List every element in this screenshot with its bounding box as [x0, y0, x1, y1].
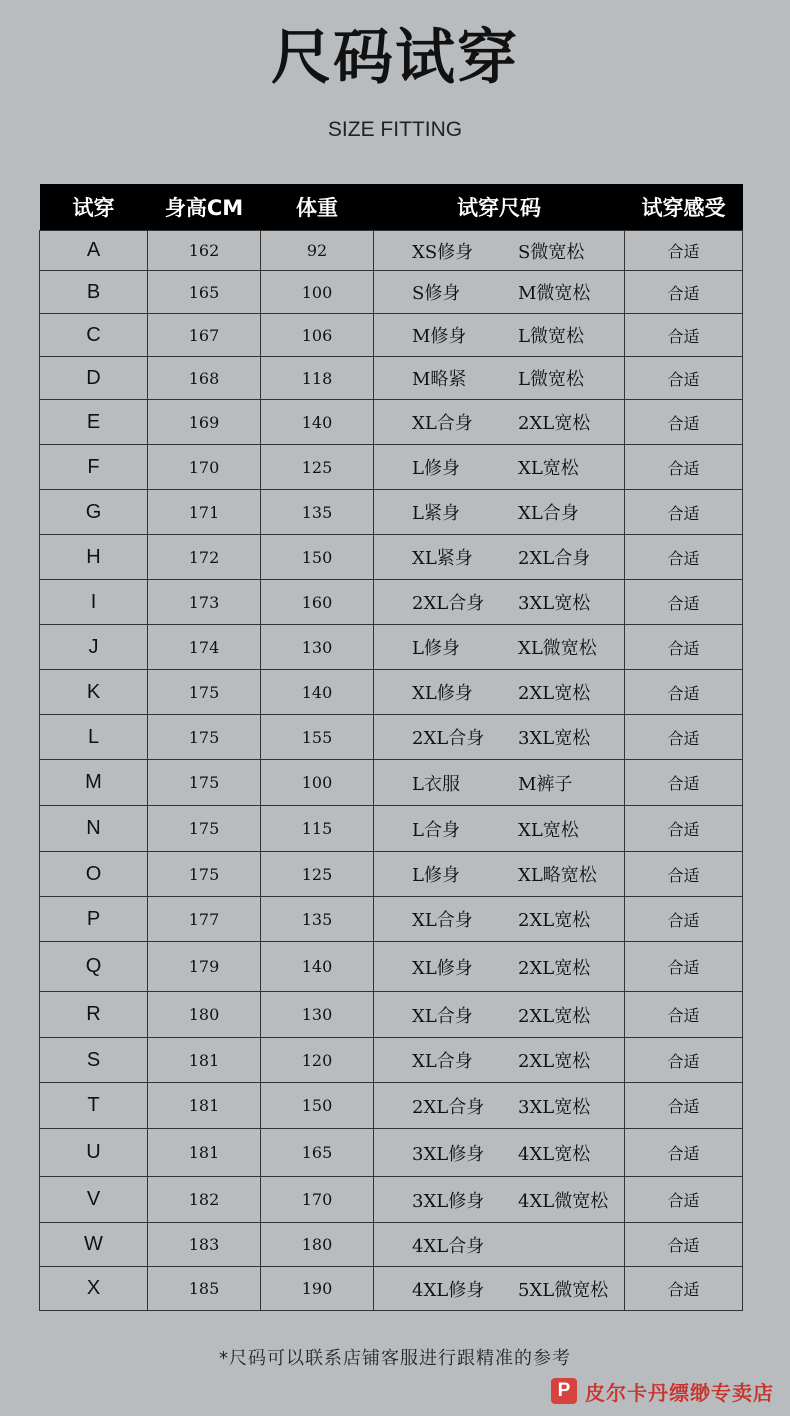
row-code: X: [40, 1267, 148, 1311]
row-height: 175: [148, 760, 261, 806]
size-alternate: L微宽松: [518, 326, 584, 347]
header-feel: 试穿感受: [625, 184, 743, 231]
row-weight: 115: [261, 806, 374, 852]
size-primary: 2XL合身: [412, 593, 485, 614]
row-code: K: [40, 670, 148, 715]
row-code: F: [40, 445, 148, 490]
size-primary: M略紧: [412, 369, 467, 390]
size-alternate: XL宽松: [518, 458, 579, 479]
table-header-row: [40, 184, 743, 231]
row-feel: 合适: [625, 625, 743, 670]
row-feel: 合适: [625, 1177, 743, 1223]
row-size: [374, 625, 625, 670]
row-code: R: [40, 992, 148, 1038]
row-height: 175: [148, 715, 261, 760]
table-row: [40, 992, 743, 1038]
row-weight: 170: [261, 1177, 374, 1223]
size-primary: XL修身: [412, 683, 473, 704]
header-weight: 体重: [261, 184, 374, 231]
row-feel: 合适: [625, 942, 743, 992]
row-feel: 合适: [625, 535, 743, 580]
row-size: [374, 445, 625, 490]
size-alternate: M裤子: [518, 773, 573, 795]
table-row: [40, 715, 743, 760]
row-size: [374, 806, 625, 852]
table-row: [40, 852, 743, 897]
row-weight: 190: [261, 1267, 374, 1311]
row-feel: 合适: [625, 1267, 743, 1311]
row-height: 174: [148, 625, 261, 670]
brand-name: 皮尔卡丹缥缈专卖店: [585, 1380, 774, 1405]
size-primary: XL合身: [412, 1051, 473, 1072]
row-code: P: [40, 897, 148, 942]
table-row: [40, 231, 743, 271]
row-weight: 135: [261, 490, 374, 535]
row-size: [374, 271, 625, 314]
size-alternate: 2XL宽松: [518, 683, 591, 704]
row-weight: 120: [261, 1038, 374, 1083]
size-alternate: 2XL合身: [518, 548, 591, 569]
size-alternate: M微宽松: [518, 283, 591, 304]
row-size: [374, 897, 625, 942]
row-height: 167: [148, 314, 261, 357]
size-alternate: 2XL宽松: [518, 1005, 591, 1027]
row-size: [374, 1129, 625, 1177]
row-height: 179: [148, 942, 261, 992]
size-primary: L修身: [412, 458, 460, 479]
row-size: [374, 1038, 625, 1083]
row-size: [374, 231, 625, 271]
page-title: 尺码试穿: [271, 23, 519, 93]
size-alternate: 3XL宽松: [518, 593, 591, 614]
size-alternate: 2XL宽松: [518, 413, 591, 434]
row-size: [374, 992, 625, 1038]
row-height: 180: [148, 992, 261, 1038]
size-primary: XL紧身: [412, 548, 473, 569]
header-size: 试穿尺码: [374, 184, 625, 231]
table-row: [40, 1267, 743, 1311]
row-weight: 140: [261, 942, 374, 992]
size-primary: 2XL合身: [412, 728, 485, 749]
row-height: 185: [148, 1267, 261, 1311]
row-feel: 合适: [625, 992, 743, 1038]
row-feel: 合适: [625, 806, 743, 852]
brand-watermark: [551, 1376, 774, 1406]
row-height: 183: [148, 1223, 261, 1267]
row-weight: 130: [261, 992, 374, 1038]
row-size: [374, 715, 625, 760]
row-code: O: [40, 852, 148, 897]
row-feel: 合适: [625, 670, 743, 715]
row-feel: 合适: [625, 357, 743, 400]
table-row: [40, 357, 743, 400]
row-code: D: [40, 357, 148, 400]
row-height: 170: [148, 445, 261, 490]
row-feel: 合适: [625, 1083, 743, 1129]
row-code: I: [40, 580, 148, 625]
size-primary: 4XL合身: [412, 1235, 485, 1257]
row-size: [374, 400, 625, 445]
row-code: W: [40, 1223, 148, 1267]
row-code: C: [40, 314, 148, 357]
table-row: [40, 1129, 743, 1177]
row-weight: 150: [261, 1083, 374, 1129]
size-primary: XL合身: [412, 910, 473, 931]
row-size: [374, 670, 625, 715]
row-height: 175: [148, 670, 261, 715]
row-weight: 155: [261, 715, 374, 760]
row-feel: 合适: [625, 715, 743, 760]
row-weight: 180: [261, 1223, 374, 1267]
row-weight: 125: [261, 852, 374, 897]
size-alternate: XL宽松: [518, 819, 579, 841]
size-alternate: 2XL宽松: [518, 1051, 591, 1072]
size-alternate: L微宽松: [518, 369, 584, 390]
size-alternate: XL微宽松: [518, 638, 597, 659]
row-code: U: [40, 1129, 148, 1177]
table-row: [40, 314, 743, 357]
row-size: [374, 760, 625, 806]
size-primary: M修身: [412, 326, 467, 347]
row-height: 182: [148, 1177, 261, 1223]
row-height: 181: [148, 1038, 261, 1083]
size-alternate: 3XL宽松: [518, 728, 591, 749]
size-table-body: [40, 231, 743, 1311]
table-row: [40, 625, 743, 670]
table-row: [40, 760, 743, 806]
row-weight: 100: [261, 271, 374, 314]
table-row: [40, 490, 743, 535]
size-primary: L修身: [412, 865, 460, 886]
row-feel: 合适: [625, 400, 743, 445]
row-code: M: [40, 760, 148, 806]
row-weight: 130: [261, 625, 374, 670]
row-code: G: [40, 490, 148, 535]
table-row: [40, 670, 743, 715]
table-row: [40, 806, 743, 852]
row-code: Q: [40, 942, 148, 992]
row-weight: 100: [261, 760, 374, 806]
table-row: [40, 942, 743, 992]
size-primary: 3XL修身: [412, 1190, 485, 1212]
size-primary: XL合身: [412, 413, 473, 434]
row-code: J: [40, 625, 148, 670]
page-subtitle: SIZE FITTING: [327, 118, 463, 141]
table-row: [40, 271, 743, 314]
table-row: [40, 1223, 743, 1267]
row-weight: 106: [261, 314, 374, 357]
row-weight: 160: [261, 580, 374, 625]
table-row: [40, 897, 743, 942]
row-size: [374, 357, 625, 400]
row-code: S: [40, 1038, 148, 1083]
size-table: [39, 184, 743, 1311]
size-alternate: XL合身: [518, 503, 579, 524]
row-code: V: [40, 1177, 148, 1223]
size-primary: L修身: [412, 638, 460, 659]
row-code: L: [40, 715, 148, 760]
size-alternate: S微宽松: [518, 241, 585, 263]
header-height: 身高CM: [148, 184, 261, 231]
row-size: [374, 1267, 625, 1311]
table-row: [40, 400, 743, 445]
row-size: [374, 1223, 625, 1267]
row-weight: 150: [261, 535, 374, 580]
row-size: [374, 1177, 625, 1223]
row-height: 168: [148, 357, 261, 400]
row-feel: 合适: [625, 897, 743, 942]
table-row: [40, 1038, 743, 1083]
size-primary: 4XL修身: [412, 1279, 485, 1301]
row-height: 177: [148, 897, 261, 942]
row-feel: 合适: [625, 271, 743, 314]
table-row: [40, 445, 743, 490]
row-code: N: [40, 806, 148, 852]
size-primary: XL合身: [412, 1005, 473, 1027]
row-height: 162: [148, 231, 261, 271]
row-size: [374, 314, 625, 357]
size-alternate: 2XL宽松: [518, 957, 591, 979]
row-size: [374, 1083, 625, 1129]
size-primary: 2XL合身: [412, 1096, 485, 1118]
row-size: [374, 535, 625, 580]
size-primary: S修身: [412, 283, 461, 304]
size-alternate: 2XL宽松: [518, 910, 591, 931]
size-primary: L衣服: [412, 773, 460, 795]
row-code: T: [40, 1083, 148, 1129]
table-row: [40, 580, 743, 625]
table-row: [40, 535, 743, 580]
row-weight: 140: [261, 670, 374, 715]
row-feel: 合适: [625, 1223, 743, 1267]
row-weight: 140: [261, 400, 374, 445]
row-height: 171: [148, 490, 261, 535]
row-feel: 合适: [625, 490, 743, 535]
size-primary: XL修身: [412, 957, 473, 979]
row-feel: 合适: [625, 580, 743, 625]
row-weight: 118: [261, 357, 374, 400]
row-feel: 合适: [625, 445, 743, 490]
row-feel: 合适: [625, 1129, 743, 1177]
row-height: 169: [148, 400, 261, 445]
row-size: [374, 942, 625, 992]
brand-logo-icon: P: [551, 1378, 577, 1404]
row-code: E: [40, 400, 148, 445]
row-code: A: [40, 231, 148, 271]
row-code: H: [40, 535, 148, 580]
size-alternate: 4XL宽松: [518, 1143, 591, 1165]
row-height: 175: [148, 852, 261, 897]
size-alternate: 4XL微宽松: [518, 1190, 609, 1212]
row-height: 165: [148, 271, 261, 314]
row-size: [374, 580, 625, 625]
size-alternate: XL略宽松: [518, 865, 597, 886]
row-weight: 165: [261, 1129, 374, 1177]
row-feel: 合适: [625, 760, 743, 806]
row-size: [374, 490, 625, 535]
row-height: 175: [148, 806, 261, 852]
row-feel: 合适: [625, 1038, 743, 1083]
header-trial: 试穿: [40, 184, 148, 231]
size-primary: L合身: [412, 819, 460, 841]
size-primary: XS修身: [412, 241, 474, 263]
row-weight: 125: [261, 445, 374, 490]
size-alternate: 5XL微宽松: [518, 1279, 609, 1301]
row-height: 181: [148, 1083, 261, 1129]
row-height: 172: [148, 535, 261, 580]
row-feel: 合适: [625, 852, 743, 897]
row-weight: 135: [261, 897, 374, 942]
row-height: 181: [148, 1129, 261, 1177]
table-row: [40, 1177, 743, 1223]
row-feel: 合适: [625, 231, 743, 271]
row-feel: 合适: [625, 314, 743, 357]
size-primary: 3XL修身: [412, 1143, 485, 1165]
row-code: B: [40, 271, 148, 314]
row-height: 173: [148, 580, 261, 625]
row-weight: 92: [261, 231, 374, 271]
size-primary: L紧身: [412, 503, 460, 524]
table-row: [40, 1083, 743, 1129]
row-size: [374, 852, 625, 897]
footnote: *尺码可以联系店铺客服进行跟精准的参考: [219, 1348, 571, 1369]
size-alternate: 3XL宽松: [518, 1096, 591, 1118]
